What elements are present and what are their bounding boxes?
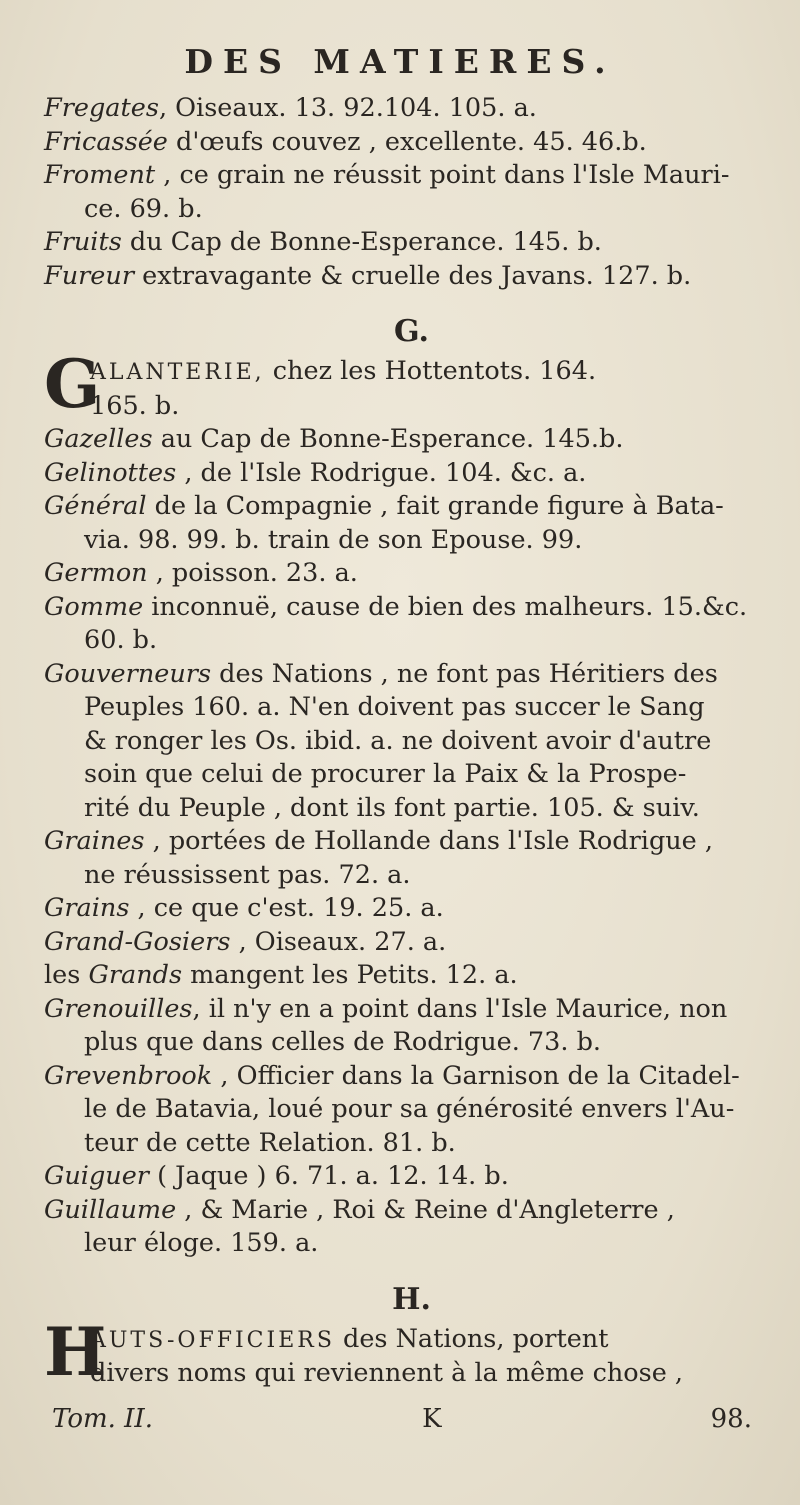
entry-continuation: le de Batavia, loué pour sa générosité envers l'Au- bbox=[84, 1094, 735, 1124]
index-entry bbox=[44, 1194, 779, 1261]
entry-headword: Graines bbox=[44, 826, 145, 856]
entry-continuation: soin que celui de procurer la Paix & la Prospe- bbox=[84, 759, 687, 789]
entry-text: ( Jaque ) 6. 71. a. 12. 14. b. bbox=[148, 1161, 509, 1191]
entry-text: , il n'y en a point dans l'Isle Maurice, non bbox=[192, 993, 728, 1024]
entry-text: , portées de Hollande dans l'Isle Rodrigue , bbox=[144, 826, 713, 856]
volume-mark: Tom. II. bbox=[52, 1404, 153, 1434]
signature-mark: K bbox=[422, 1404, 442, 1434]
index-entry bbox=[44, 825, 779, 892]
entry-text: des Nations, portent bbox=[334, 1323, 609, 1354]
entry-continuation: & ronger les Os. ibid. a. ne doivent avoir d'autre bbox=[84, 725, 712, 756]
entry-text: au Cap de Bonne-Esperance. 145.b. bbox=[152, 424, 624, 454]
entry-continuation: ne réussissent pas. 72. a. bbox=[84, 859, 411, 890]
index-entry bbox=[44, 159, 779, 226]
section-letter-h: H. bbox=[392, 1281, 431, 1317]
entry-text: , Officier dans la Garnison de la Citadel- bbox=[212, 1060, 740, 1091]
section-h-first-entry bbox=[44, 1312, 779, 1391]
entry-headword: Grands bbox=[88, 960, 183, 990]
entry-continuation: 60. b. bbox=[84, 625, 158, 655]
index-entry bbox=[44, 226, 779, 260]
index-entry bbox=[44, 126, 779, 160]
first-word-smallcaps: AUTS-OFFICIERS bbox=[90, 1327, 335, 1353]
entry-text: , & Marie , Roi & Reine d'Angleterre , bbox=[176, 1194, 675, 1225]
index-entry bbox=[44, 591, 779, 658]
entry-headword: Guiguer bbox=[44, 1161, 149, 1191]
entry-text: , de l'Isle Rodrigue. 104. &c. a. bbox=[176, 457, 587, 488]
entry-continuation: teur de cette Relation. 81. b. bbox=[84, 1127, 456, 1158]
entry-headword: Fregates bbox=[44, 93, 159, 123]
entry-text: , poisson. 23. a. bbox=[147, 558, 358, 588]
entry-text: des Nations , ne font pas Héritiers des bbox=[211, 658, 718, 689]
page-header: DES MATIERES. bbox=[184, 42, 616, 81]
entry-continuation: Peuples 160. a. N'en doivent pas succer le Sang bbox=[84, 692, 705, 722]
index-entry bbox=[44, 993, 779, 1060]
entry-continuation: leur éloge. 159. a. bbox=[84, 1228, 319, 1258]
index-entry bbox=[44, 92, 779, 126]
index-entry bbox=[44, 260, 779, 294]
entry-text: mangent les Petits. 12. a. bbox=[182, 960, 518, 990]
entry-headword: Fricassée bbox=[44, 126, 168, 157]
entry-headword: Gazelles bbox=[44, 424, 153, 454]
entry-prefix: les bbox=[44, 960, 89, 990]
index-content bbox=[44, 92, 779, 1391]
entry-text: du Cap de Bonne-Esperance. 145. b. bbox=[121, 227, 602, 257]
entry-continuation: plus que dans celles de Rodrigue. 73. b. bbox=[84, 1027, 602, 1057]
entry-text: chez les Hottentots. 164. bbox=[264, 356, 597, 386]
entry-text: , Oiseaux. 27. a. bbox=[230, 926, 447, 957]
index-entry bbox=[44, 1160, 779, 1194]
entry-headword: Grevenbrook bbox=[44, 1060, 213, 1091]
entry-headword: Général bbox=[44, 491, 147, 521]
index-entry bbox=[44, 658, 779, 826]
entry-continuation: rité du Peuple , dont ils font partie. 105. & suiv. bbox=[84, 792, 700, 823]
first-word-smallcaps: ALANTERIE, bbox=[90, 360, 265, 385]
section-f-entries bbox=[44, 92, 779, 293]
index-entry bbox=[44, 490, 779, 557]
entry-headword: Grains bbox=[44, 893, 130, 923]
entry-text: , ce grain ne réussit point dans l'Isle Mauri- bbox=[155, 160, 730, 190]
entry-headword: Guillaume bbox=[44, 1194, 177, 1225]
dropcap-g: G bbox=[44, 345, 101, 423]
index-entry bbox=[44, 557, 779, 591]
entry-headword: Gouverneurs bbox=[44, 658, 212, 689]
index-entry bbox=[44, 457, 779, 491]
index-entry bbox=[44, 1060, 779, 1161]
entry-continuation: divers noms qui reviennent à la même chose , bbox=[90, 1358, 684, 1388]
entry-headword: Gelinottes bbox=[44, 457, 177, 488]
index-entry bbox=[44, 423, 779, 457]
entry-continuation: via. 98. 99. b. train de son Epouse. 99. bbox=[84, 524, 583, 555]
entry-text: , Oiseaux. 13. 92.104. 105. a. bbox=[158, 93, 537, 123]
dropcap-h: H bbox=[44, 1312, 107, 1391]
entry-headword: Grenouilles bbox=[44, 993, 193, 1024]
entry-continuation: 165. b. bbox=[90, 390, 180, 421]
entry-continuation: ce. 69. b. bbox=[84, 193, 203, 224]
entry-text: extravagante & cruelle des Javans. 127. b. bbox=[134, 260, 692, 291]
entry-headword: Gomme bbox=[44, 591, 144, 622]
index-entry bbox=[44, 959, 779, 993]
section-letter-g: G. bbox=[394, 314, 429, 349]
entry-text: d'œufs couvez , excellente. 45. 46.b. bbox=[167, 126, 647, 157]
section-g-entries bbox=[44, 423, 779, 1261]
entry-headword: Froment bbox=[44, 160, 156, 190]
entry-headword: Fureur bbox=[44, 260, 135, 291]
entry-text: inconnuë, cause de bien des malheurs. 15.&c. bbox=[143, 591, 748, 622]
page-footer bbox=[52, 1404, 752, 1434]
entry-text: de la Compagnie , fait grande figure à Bata- bbox=[146, 491, 724, 521]
entry-text: , ce que c'est. 19. 25. a. bbox=[129, 893, 444, 923]
entry-headword: Grand-Gosiers bbox=[44, 926, 231, 957]
section-g-first-entry bbox=[44, 345, 779, 423]
entry-headword: Germon bbox=[44, 558, 148, 588]
entry-headword: Fruits bbox=[44, 227, 122, 257]
index-entry bbox=[44, 926, 779, 960]
index-entry bbox=[44, 892, 779, 926]
catchword: 98. bbox=[710, 1404, 752, 1434]
